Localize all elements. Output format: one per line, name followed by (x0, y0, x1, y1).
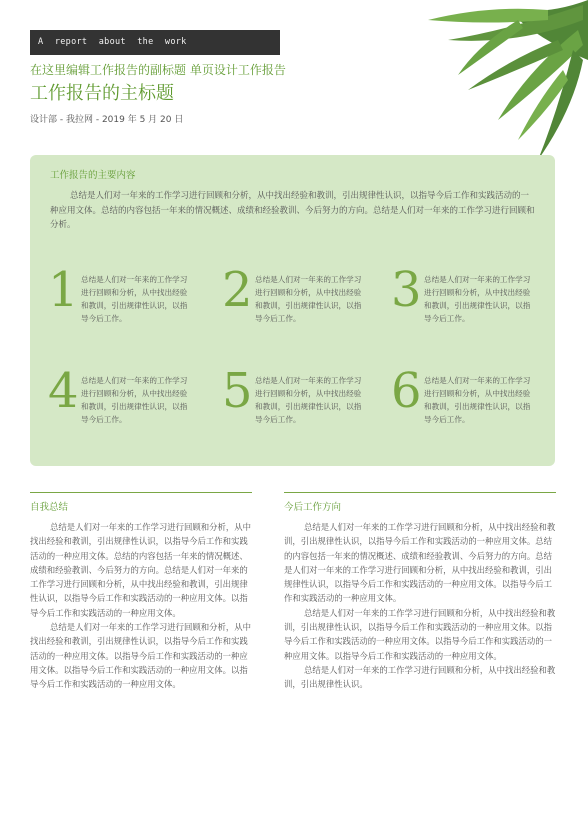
summary-item (48, 262, 208, 338)
item-text: 总结是人们对一年来的工作学习进行回顾和分析，从中找出经验和教训，引出规律性认识，以指导今后工作。 (424, 376, 531, 424)
paragraph: 总结是人们对一年来的工作学习进行回顾和分析，从中找出经验和教训，引出规律性认识。 (284, 664, 556, 690)
leaves-decoration (388, 0, 588, 165)
future-direction-body (284, 520, 556, 692)
page-subtitle: 在这里编辑工作报告的副标题 单页设计工作报告 (30, 63, 286, 77)
summary-panel (30, 155, 555, 466)
item-number: 3 (391, 262, 422, 318)
item-text: 总结是人们对一年来的工作学习进行回顾和分析，从中找出经验和教训，引出规律性认识，以指导今后工作。 (255, 376, 362, 424)
paragraph: 总结是人们对一年来的工作学习进行回顾和分析，从中找出经验和教训，引出规律性认识，以指导今后工作和实践活动的一种应用文体。以指导今后工作和实践活动的一种应用文体。以指导今后工作和实践活动的一种应用文体。以指导今后工作和实践活动的一种应用文体。 (30, 622, 251, 690)
summary-item (48, 363, 208, 439)
item-number: 6 (391, 363, 422, 419)
item-number: 2 (222, 262, 253, 318)
item-text: 总结是人们对一年来的工作学习进行回顾和分析，从中找出经验和教训，引出规律性认识，以指导今后工作。 (255, 275, 362, 323)
item-text: 总结是人们对一年来的工作学习进行回顾和分析，从中找出经验和教训，引出规律性认识，以指导今后工作。 (424, 275, 531, 323)
item-text: 总结是人们对一年来的工作学习进行回顾和分析，从中找出经验和教训，引出规律性认识，以指导今后工作。 (81, 376, 188, 424)
paragraph: 总结是人们对一年来的工作学习进行回顾和分析，从中找出经验和教训，引出规律性认识，以指导今后工作和实践活动的一种应用文体。以指导今后工作和实践活动的一种应用文体。以指导今后工作和实践活动的一种应用文体。以指导今后工作和实践活动的一种应用文体。 (284, 607, 556, 661)
page-title: 工作报告的主标题 (30, 83, 174, 104)
report-tag-bar: A report about the work (30, 30, 280, 55)
paragraph: 总结是人们对一年来的工作学习进行回顾和分析，从中找出经验和教训，引出规律性认识，以指导今后工作和实践活动的一种应用文体。总结的内容包括一年来的情况概述、成绩和经验教训、今后努力的方向。总结是人们对一年来的工作学习进行回顾和分析，从中找出经验和教训，引出规律性认识，以指导今后工作和实践活动的一种应用文体。以指导今后工作和实践活动的一种应用文体。 (284, 522, 556, 604)
item-number: 1 (48, 262, 79, 318)
item-number: 4 (48, 363, 79, 419)
item-text: 总结是人们对一年来的工作学习进行回顾和分析，从中找出经验和教训，引出规律性认识，以指导今后工作。 (81, 275, 188, 323)
paragraph: 总结是人们对一年来的工作学习进行回顾和分析，从中找出经验和教训，引出规律性认识，以指导今后工作和实践活动的一种应用文体。总结的内容包括一年来的情况概述、成绩和经验教训、今后努力的方向。总结是人们对一年来的工作学习进行回顾和分析，从中找出经验和教训，引出规律性认识，以指导今后工作和实践活动的一种应用文体。以指导今后工作和实践活动的一种应用文体。 (30, 522, 251, 618)
summary-item (222, 262, 382, 338)
future-direction-heading: 今后工作方向 (284, 492, 556, 517)
report-meta: 设计部 - 我拉网 - 2019 年 5 月 20 日 (30, 115, 184, 125)
item-number: 5 (222, 363, 253, 419)
summary-item (391, 363, 551, 439)
self-summary-body (30, 520, 252, 692)
summary-item (391, 262, 551, 338)
summary-text: 总结是人们对一年来的工作学习进行回顾和分析，从中找出经验和教训，引出规律性认识，以指导今后工作和实践活动的一种应用文体。总结的内容包括一年来的情况概述、成绩和经验教训、今后努力的方向。总结是人们对一年来的工作学习进行回顾和分析。 (50, 191, 535, 230)
summary-title: 工作报告的主要内容 (50, 170, 136, 181)
self-summary-heading: 自我总结 (30, 492, 252, 517)
summary-item (222, 363, 382, 439)
